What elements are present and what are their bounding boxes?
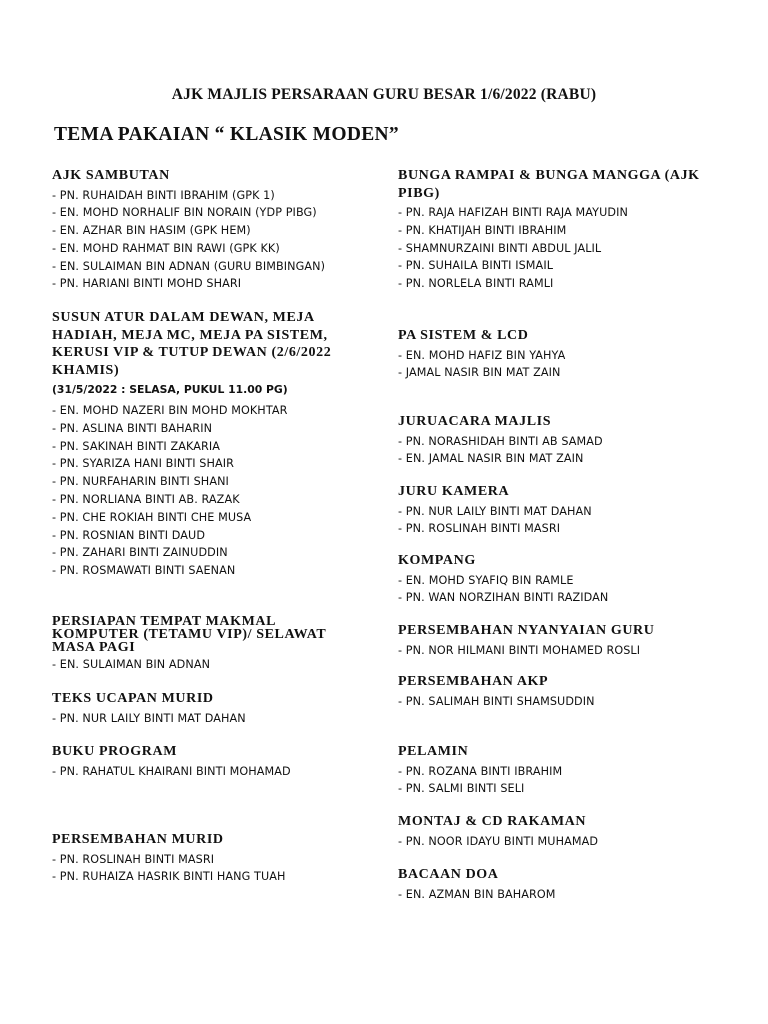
member-list	[52, 710, 377, 728]
document-title: AJK MAJLIS PERSARAAN GURU BESAR 1/6/2022 (RABU)	[171, 86, 597, 103]
member-list	[398, 347, 728, 383]
section-nyanyian-guru	[398, 622, 728, 659]
member-list	[398, 503, 728, 539]
heading-line: KOMPUTER (TETAMU VIP)/ SELAWAT	[52, 627, 327, 642]
section-kompang	[398, 552, 728, 607]
member-item: - EN. MOHD RAHMAT BIN RAWI (GPK KK)	[52, 241, 280, 255]
member-item: - PN. HARIANI BINTI MOHD SHARI	[52, 277, 242, 291]
member-list	[52, 187, 377, 294]
member-item: - PN. ROSMAWATI BINTI SAENAN	[52, 564, 236, 578]
member-item: - PN. NUR LAILY BINTI MAT DAHAN	[52, 711, 246, 725]
section-bunga-rampai	[398, 167, 728, 293]
member-item: - EN. JAMAL NASIR BIN MAT ZAIN	[398, 452, 584, 466]
member-item: - PN. NOR HILMANI BINTI MOHAMED ROSLI	[398, 643, 641, 657]
member-list	[52, 402, 377, 580]
section-heading: PELAMIN	[398, 744, 469, 759]
section-heading: PERSEMBAHAN NYANYAIAN GURU	[398, 623, 655, 638]
member-item: - PN. SAKINAH BINTI ZAKARIA	[52, 439, 220, 453]
member-item: - PN. RAHATUL KHAIRANI BINTI MOHAMAD	[52, 764, 291, 778]
section-juruacara	[398, 413, 728, 468]
heading-line: KERUSI VIP & TUTUP DEWAN (2/6/2022	[52, 345, 332, 360]
member-item: - PN. SALIMAH BINTI SHAMSUDDIN	[398, 694, 595, 708]
member-list	[52, 763, 377, 781]
heading-line: PERSIAPAN TEMPAT MAKMAL	[52, 614, 277, 629]
member-list	[398, 833, 728, 851]
member-item: - PN. ROSLINAH BINTI MASRI	[52, 852, 215, 866]
section-akp	[398, 673, 728, 710]
member-item: - EN. AZHAR BIN HASIM (GPK HEM)	[52, 224, 251, 238]
member-item: - PN. SUHAILA BINTI ISMAIL	[398, 259, 554, 273]
section-heading: BUKU PROGRAM	[52, 744, 178, 759]
member-item: - JAMAL NASIR BIN MAT ZAIN	[398, 366, 561, 380]
section-heading: PA SISTEM & LCD	[398, 328, 529, 343]
member-item: - EN. MOHD NORHALIF BIN NORAIN (YDP PIBG)	[52, 206, 317, 220]
member-item: - SHAMNURZAINI BINTI ABDUL JALIL	[398, 241, 602, 255]
member-item: - PN. SYARIZA HANI BINTI SHAIR	[52, 457, 235, 471]
section-heading: PERSEMBAHAN AKP	[398, 674, 549, 689]
member-list	[398, 204, 728, 293]
member-item: - EN. AZMAN BIN BAHAROM	[398, 887, 556, 901]
member-item: - PN. RAJA HAFIZAH BINTI RAJA MAYUDIN	[398, 206, 628, 219]
member-item: - PN. NORLELA BINTI RAMLI	[398, 277, 554, 291]
member-list	[398, 763, 728, 799]
member-item: - EN. MOHD SYAFIQ BIN RAMLE	[398, 573, 574, 587]
member-item: - PN. NURFAHARIN BINTI SHANI	[52, 475, 229, 489]
section-montaj	[398, 813, 728, 850]
heading-line: HADIAH, MEJA MC, MEJA PA SISTEM,	[52, 327, 328, 343]
member-list	[398, 642, 728, 660]
member-list	[398, 572, 728, 608]
dress-theme: TEMA PAKAIAN “ KLASIK MODEN”	[54, 124, 399, 145]
member-item: - PN. ROSNIAN BINTI DAUD	[52, 528, 206, 542]
member-item: - PN. NOOR IDAYU BINTI MUHAMAD	[398, 834, 599, 848]
section-persiapan	[52, 615, 377, 674]
member-item: - PN. NUR LAILY BINTI MAT DAHAN	[398, 504, 592, 518]
member-item: - EN. MOHD HAFIZ BIN YAHYA	[398, 348, 566, 362]
member-item: - PN. RUHAIZA HASRIK BINTI HANG TUAH	[52, 870, 286, 884]
member-item: - PN. WAN NORZIHAN BINTI RAZIDAN	[398, 591, 609, 605]
heading-line: BUNGA RAMPAI & BUNGA MANGGA (AJK	[398, 168, 700, 183]
member-item: - PN. KHATIJAH BINTI IBRAHIM	[398, 223, 567, 237]
member-item: - EN. MOHD NAZERI BIN MOHD MOKHTAR	[52, 404, 288, 417]
member-list	[52, 851, 377, 887]
member-item: - PN. ROSLINAH BINTI MASRI	[398, 522, 561, 536]
heading-line: PIBG)	[398, 185, 440, 201]
section-heading: MONTAJ & CD RAKAMAN	[398, 814, 587, 829]
section-heading: BACAAN DOA	[398, 867, 499, 882]
section-heading	[52, 615, 377, 654]
member-item: - PN. ZAHARI BINTI ZAINUDDIN	[52, 546, 228, 560]
heading-line: KHAMIS)	[52, 362, 120, 378]
member-item: - PN. RUHAIDAH BINTI IBRAHIM (GPK 1)	[52, 188, 275, 202]
section-susun-atur	[52, 309, 377, 580]
member-item: - PN. NORASHIDAH BINTI AB SAMAD	[398, 434, 603, 448]
section-juru-kamera	[398, 483, 728, 538]
section-bacaan-doa	[398, 866, 728, 903]
section-heading: TEKS UCAPAN MURID	[52, 691, 214, 706]
section-heading	[52, 309, 377, 379]
section-teks-ucapan	[52, 690, 377, 727]
section-heading: PERSEMBAHAN MURID	[52, 832, 224, 847]
section-buku-program	[52, 743, 377, 780]
section-heading	[398, 167, 728, 202]
member-item: - PN. CHE ROKIAH BINTI CHE MUSA	[52, 510, 252, 524]
section-pelamin	[398, 743, 728, 798]
section-heading: JURU KAMERA	[398, 484, 510, 499]
section-heading: KOMPANG	[398, 553, 476, 568]
heading-line: MASA PAGI	[52, 640, 136, 655]
member-list	[52, 656, 377, 674]
section-persembahan-murid	[52, 831, 377, 886]
section-heading: AJK SAMBUTAN	[52, 168, 170, 183]
schedule-note: (31/5/2022 : SELASA, PUKUL 11.00 PG)	[52, 383, 288, 396]
member-item: - EN. SULAIMAN BIN ADNAN (GURU BIMBINGAN)	[52, 259, 326, 273]
member-item: - PN. SALMI BINTI SELI	[398, 782, 525, 796]
heading-line: SUSUN ATUR DALAM DEWAN, MEJA	[52, 310, 315, 325]
member-list	[398, 886, 728, 904]
section-pa-sistem	[398, 327, 728, 382]
section-ajk-sambutan	[52, 167, 377, 293]
member-list	[398, 693, 728, 711]
member-list	[398, 433, 728, 469]
member-item: - PN. ROZANA BINTI IBRAHIM	[398, 764, 563, 778]
member-item: - PN. NORLIANA BINTI AB. RAZAK	[52, 492, 240, 506]
member-item: - EN. SULAIMAN BIN ADNAN	[52, 658, 211, 671]
member-item: - PN. ASLINA BINTI BAHARIN	[52, 421, 213, 435]
section-heading: JURUACARA MAJLIS	[398, 414, 552, 429]
